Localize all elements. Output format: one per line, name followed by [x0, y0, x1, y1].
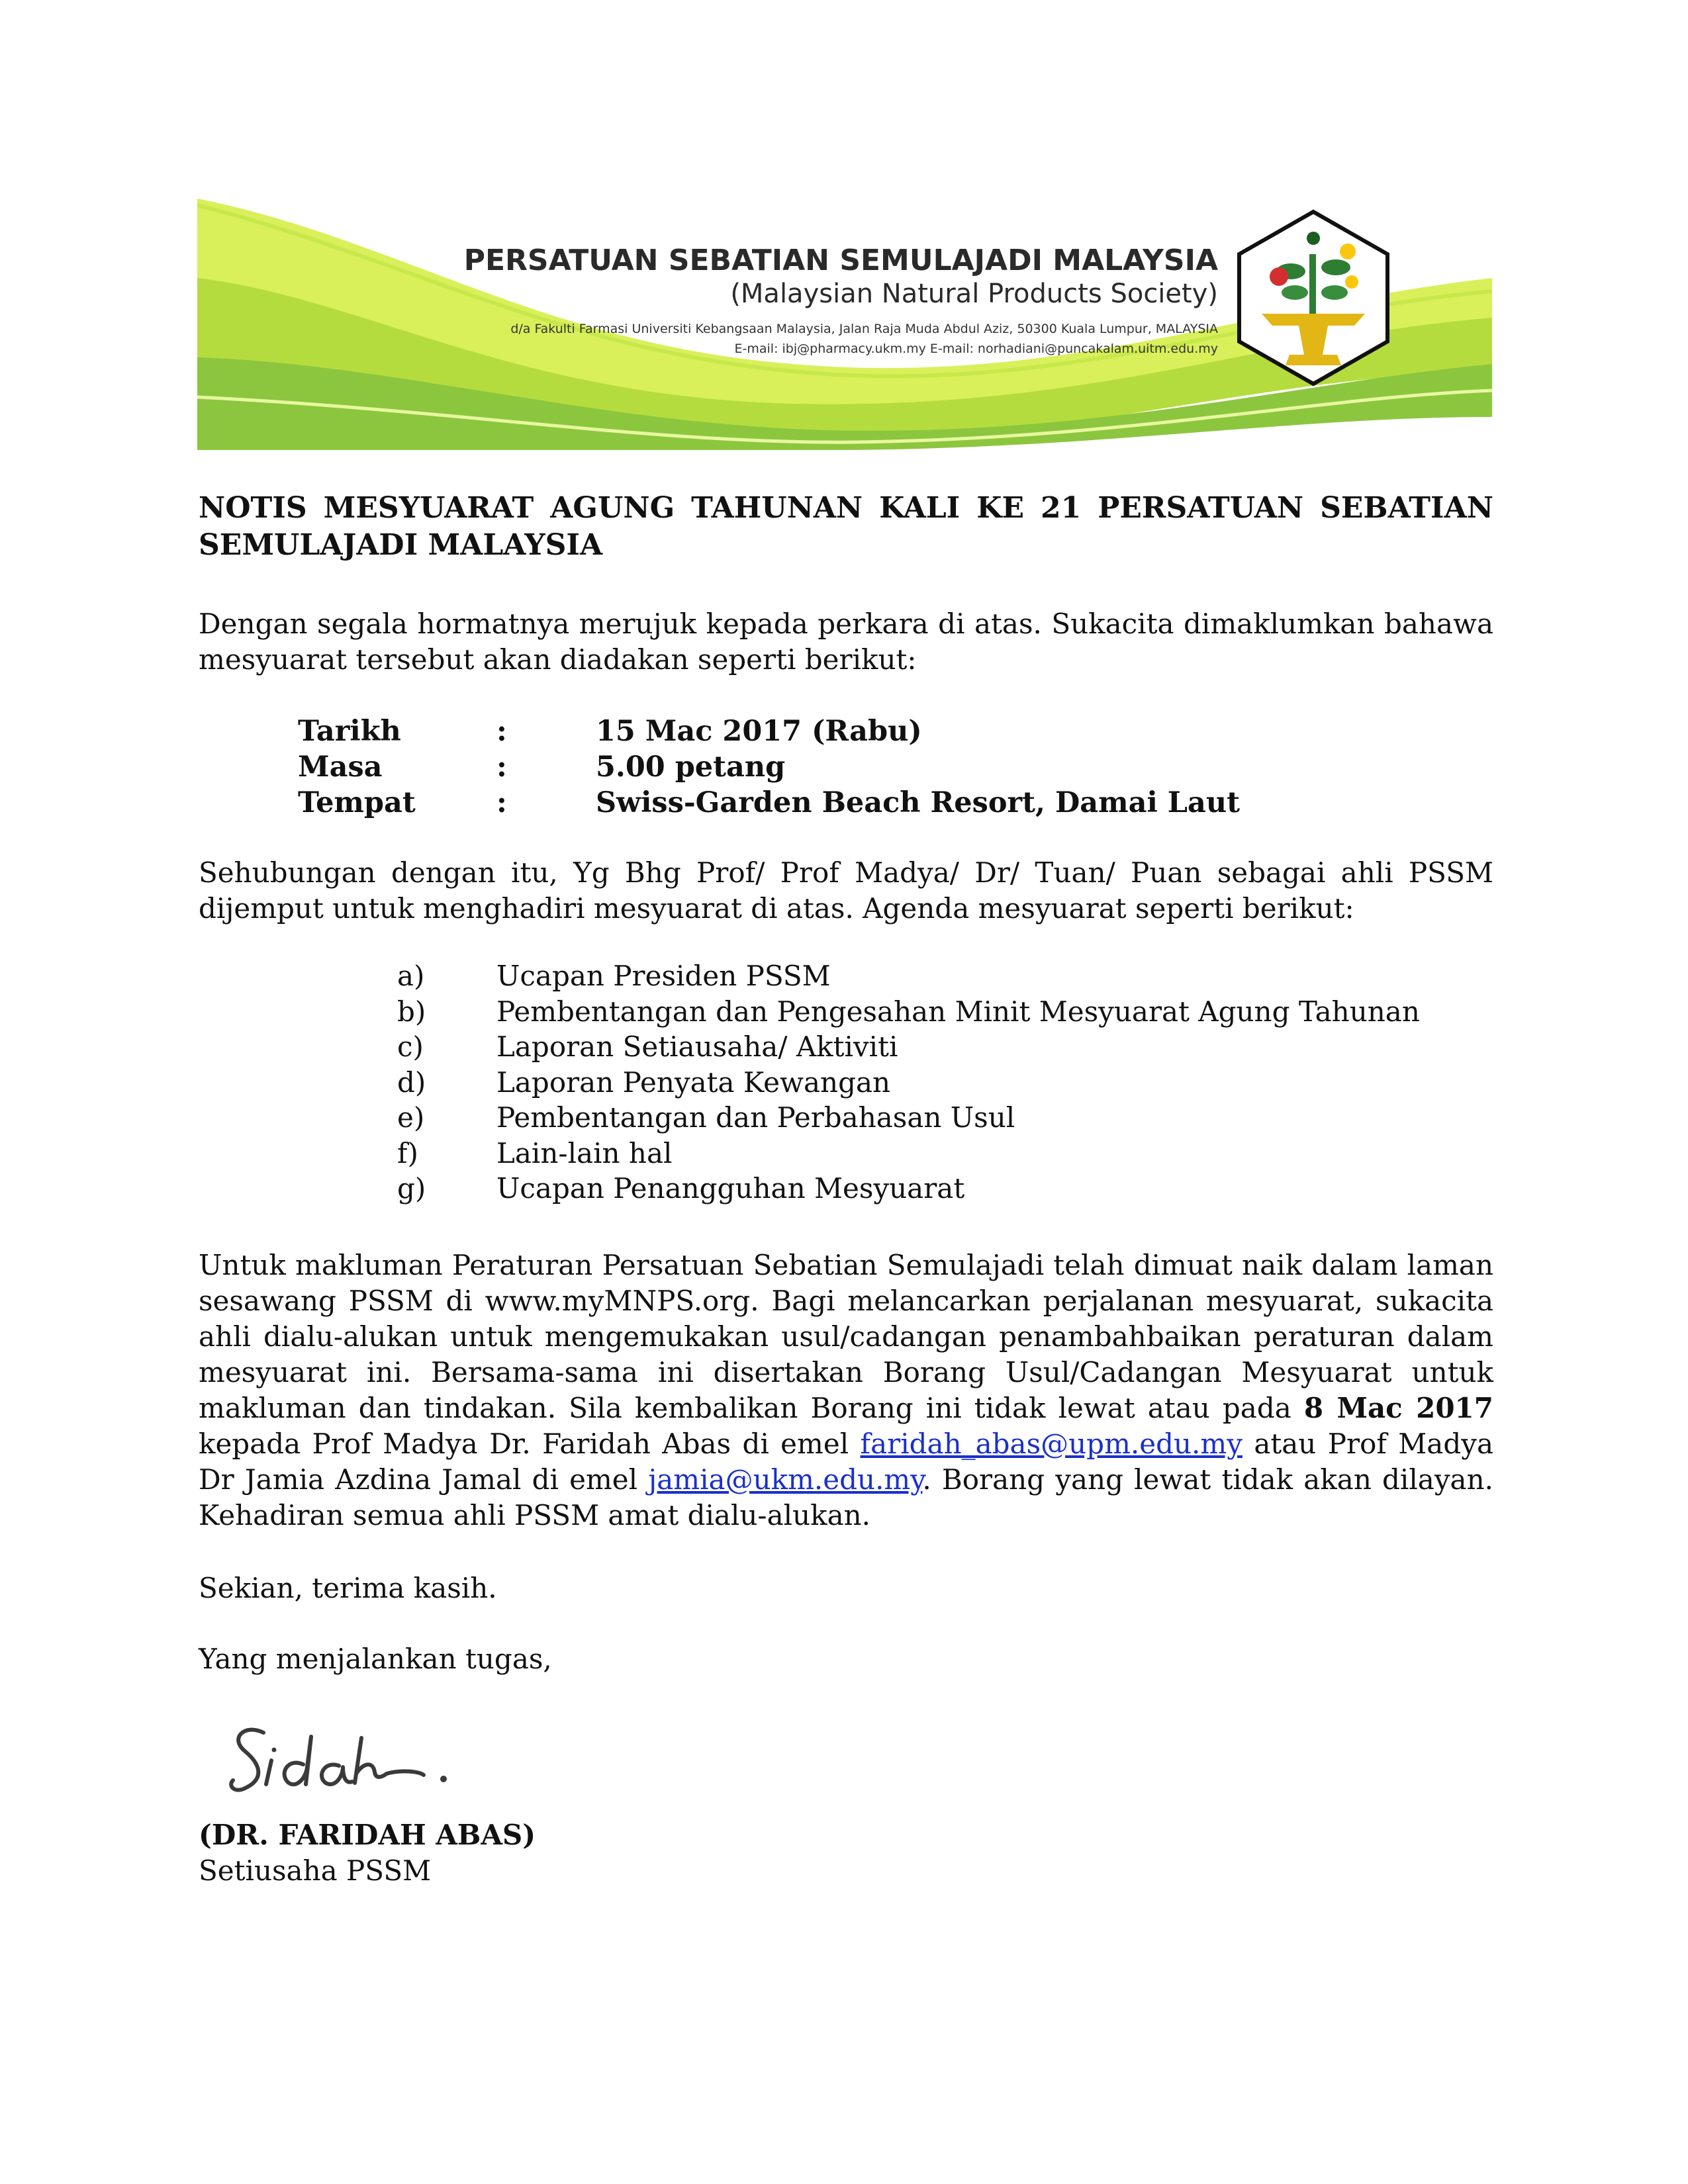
detail-value: 15 Mac 2017 (Rabu) [596, 715, 922, 748]
detail-colon: : [496, 751, 507, 784]
agenda-letter: d) [397, 1066, 426, 1099]
agenda-text: Laporan Setiausaha/ Aktiviti [496, 1030, 898, 1063]
sign-off-text: Yang menjalankan tugas, [199, 1643, 552, 1675]
agenda-item [397, 1066, 1390, 1102]
agenda-item [397, 1137, 1390, 1173]
detail-row-time [298, 751, 1291, 786]
agenda-letter: f) [397, 1136, 418, 1169]
signatory-title: Setiusaha PSSM [199, 1854, 432, 1887]
org-name: PERSATUAN SEBATIAN SEMULAJADI MALAYSIA [463, 244, 1218, 277]
agenda-text: Ucapan Presiden PSSM [496, 960, 831, 992]
agenda-text: Laporan Penyata Kewangan [496, 1066, 891, 1099]
signatory-name: (DR. FARIDAH ABAS) [199, 1819, 536, 1851]
detail-row-date [298, 715, 1291, 751]
society-logo-icon [1235, 208, 1391, 388]
info-text: . Borang yang lewat tidak akan dilayan. Kehadiran semua ahli PSSM amat dialu-alukan. [199, 1463, 1493, 1531]
notice-title: NOTIS MESYUARAT AGUNG TAHUNAN KALI KE 21 PERSATUAN SEBATIAN SEMULAJADI MALAYSIA [199, 491, 1493, 562]
agenda-letter: b) [397, 995, 426, 1028]
agenda-letter: c) [397, 1030, 424, 1063]
email-link-jamia[interactable]: jamia@ukm.edu.my [648, 1463, 923, 1496]
detail-label: Masa [298, 751, 383, 784]
agenda-text: Pembentangan dan Pengesahan Minit Mesyuarat Agung Tahunan [496, 995, 1420, 1028]
detail-colon: : [496, 715, 507, 748]
detail-value: 5.00 petang [596, 751, 786, 784]
agenda-letter: g) [397, 1172, 426, 1205]
intro-paragraph: Dengan segala hormatnya merujuk kepada perkara di atas. Sukacita dimaklumkan bahawa mesyuarat tersebut akan diadakan seperti berikut: [199, 608, 1493, 676]
email-link-faridah[interactable]: faridah_abas@upm.edu.my [860, 1428, 1243, 1460]
agenda-item [397, 960, 1390, 995]
agenda-item [397, 1101, 1390, 1137]
org-subtitle: (Malaysian Natural Products Society) [730, 279, 1218, 309]
detail-value: Swiss-Garden Beach Resort, Damai Laut [596, 786, 1241, 819]
agenda-text: Ucapan Penangguhan Mesyuarat [496, 1172, 965, 1205]
agenda-text: Lain-lain hal [496, 1136, 673, 1169]
info-text: kepada Prof Madya Dr. Faridah Abas di emel [199, 1428, 861, 1460]
detail-row-venue [298, 786, 1291, 822]
letterhead [197, 199, 1492, 450]
handwritten-signature [225, 1701, 463, 1807]
invitation-paragraph: Sehubungan dengan itu, Yg Bhg Prof/ Prof Madya/ Dr/ Tuan/ Puan sebagai ahli PSSM dijemput untuk menghadiri mesyuarat di atas. Agenda mesyuarat seperti berikut: [199, 856, 1493, 925]
detail-label: Tempat [298, 786, 416, 819]
agenda-letter: e) [397, 1101, 425, 1134]
deadline-date: 8 Mac 2017 [1303, 1392, 1494, 1424]
agenda-item [397, 1030, 1390, 1066]
agenda-item [397, 995, 1420, 1031]
info-text: atau Prof Madya Dr Jamia Azdina Jamal di emel [199, 1428, 1493, 1496]
org-address: d/a Fakulti Farmasi Universiti Kebangsaan Malaysia, Jalan Raja Muda Abdul Aziz, 50300 Kuala Lumpur, MALAYSIA [510, 322, 1218, 336]
agenda-item [397, 1172, 1390, 1208]
detail-colon: : [496, 786, 507, 819]
info-paragraph [199, 1248, 1493, 1533]
info-text: Untuk makluman Peraturan Persatuan Sebatian Semulajadi telah dimuat naik dalam laman sesawang PSSM di www.myMNPS.org. Bagi melancarkan perjalanan mesyuarat, sukacita ahli dialu-alukan untuk mengemukakan usul/cadangan penambahbaikan peraturan dalam mesyuarat ini. Bersama-sama ini disertakan Borang Usul/Cadangan Mesyuarat untuk makluman dan tindakan. Sila kembalikan Borang ini tidak lewat atau pada [199, 1249, 1493, 1424]
org-emails: E-mail: ibj@pharmacy.ukm.my E-mail: norhadiani@puncakalam.uitm.edu.my [734, 341, 1218, 356]
meeting-details [298, 715, 1291, 822]
agenda-list [397, 960, 1420, 1208]
detail-label: Tarikh [298, 715, 401, 748]
closing-text: Sekian, terima kasih. [199, 1572, 497, 1604]
agenda-text: Pembentangan dan Perbahasan Usul [496, 1101, 1015, 1134]
agenda-letter: a) [397, 960, 425, 992]
